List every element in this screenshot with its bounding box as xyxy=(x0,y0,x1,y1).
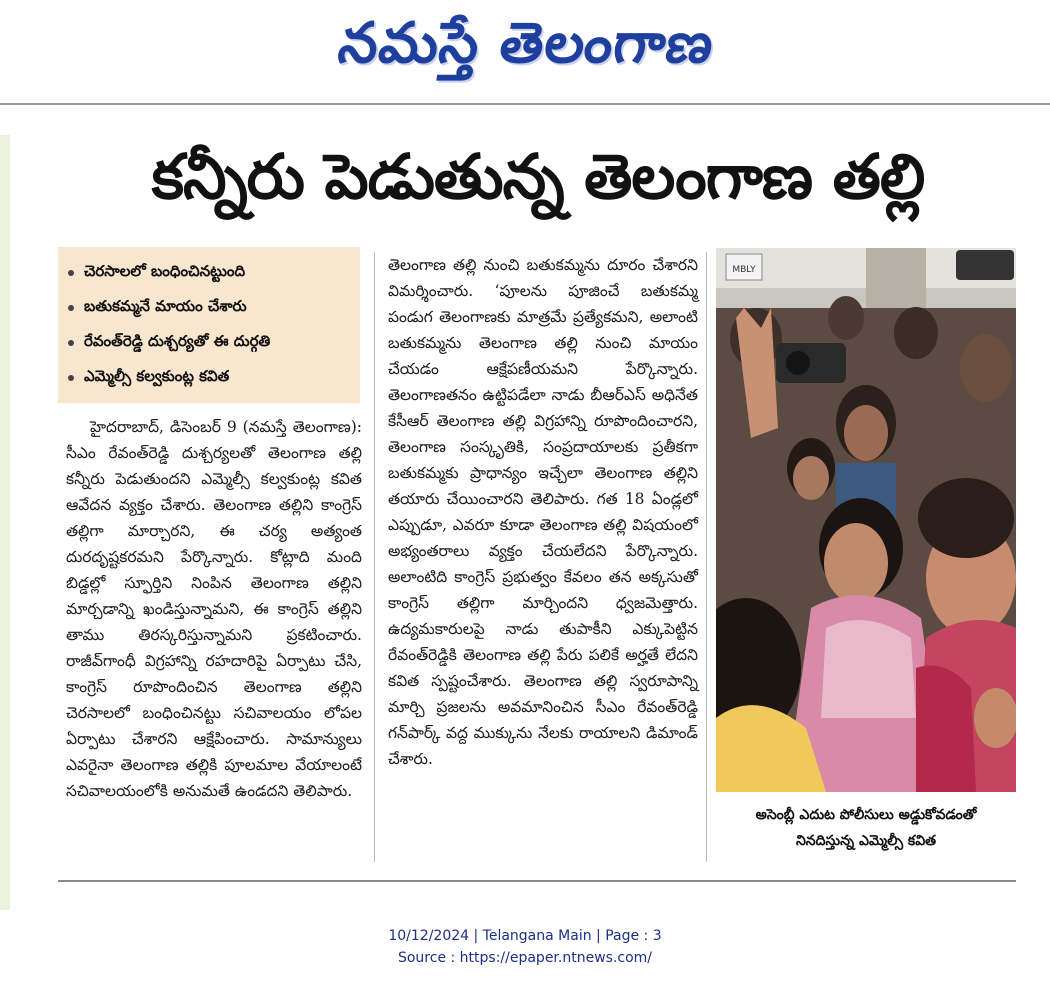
highlight-text: చెరసాలలో బంధించినట్టుంది xyxy=(84,261,246,280)
photo-caption xyxy=(716,802,1016,862)
highlight-item xyxy=(68,360,350,395)
bullet-icon xyxy=(68,375,74,381)
highlight-text: రేవంత్‌రెడ్డి దుశ్చర్యతో ఈ దుర్గతి xyxy=(84,331,271,350)
page-footer xyxy=(0,925,1050,969)
article-body-paragraph: తెలంగాణ తల్లి నుంచి బతుకమ్మను దూరం చేశారని విమర్శించారు. ‘పూలను పూజించే బతుకమ్మ పండుగ తెలంగాణకు మాత్రమే ప్రత్యేకమని, అలాంటి బతుకమ్మను తెలంగాణ తల్లి నుంచి మాయం చేయడం ఆక్షేపణీయమని పేర్కొన్నారు. తెలంగాణతనం ఉట్టిపడేలా నాడు బీఆర్‌ఎస్ అధినేత కేసీఆర్ తెలంగాణ తల్లి విగ్రహాన్ని రూపొందించారని, తెలంగాణ సంస్కృతికి, సంప్రదాయాలకు ప్రతీకగా బతుకమ్మకు ప్రాధాన్యం ఇచ్చేలా తెలంగాణ తల్లిని తయారు చేయించారని తెలిపారు. గత 18 ఏండ్లలో ఎప్పుడూ, ఎవరూ కూడా తెలంగాణ తల్లి విషయంలో అభ్యంతరాలు వ్యక్తం చేయలేదని పేర్కొన్నారు. అలాంటిది కాంగ్రెస్ ప్రభుత్వం కేవలం తన అక్కసుతో కాంగ్రెస్ తల్లిగా మార్చిందని ధ్వజమెత్తారు. ఉద్యమకారులపై నాడు తుపాకీని ఎక్కుపెట్టిన రేవంత్‌రెడ్డికి తెలంగాణ తల్లి పేరు పలికే అర్హతే లేదని కవిత స్పష్టంచేశారు. తెలంగాణ తల్లి స్వరూపాన్ని మార్చి ప్రజలను అవమానించిన సీఎం రేవంత్‌రెడ్డి గన్‌పార్క్ వద్ద ముక్కును నేలకు రాయాలని డిమాండ్ చేశారు. xyxy=(388,256,698,768)
bullet-icon xyxy=(68,305,74,311)
article-column-2 xyxy=(388,252,698,860)
highlights-box xyxy=(58,247,360,403)
page-edge-strip xyxy=(0,135,10,910)
masthead-divider xyxy=(0,103,1050,105)
masthead xyxy=(0,0,1050,100)
article-headline: కన్నీరు పెడుతున్న తెలంగాణ తల్లి xyxy=(151,140,925,213)
newspaper-logo: నమస్తే తెలంగాణ xyxy=(333,10,718,76)
photo-sign-text: MBLY xyxy=(732,265,756,275)
source-link[interactable]: Source : https://epaper.ntnews.com/ xyxy=(397,950,653,966)
highlight-item xyxy=(68,290,350,325)
highlight-text: ఎమ్మెల్సీ కల్వకుంట్ల కవిత xyxy=(84,366,230,385)
column-divider xyxy=(706,252,707,862)
article-bottom-rule xyxy=(58,880,1016,882)
bullet-icon xyxy=(68,340,74,346)
edition-info: 10/12/2024 | Telangana Main | Page : 3 xyxy=(388,928,662,944)
article-photo xyxy=(716,248,1016,792)
article-column-1 xyxy=(66,414,362,864)
highlight-text: బతుకమ్మనే మాయం చేశారు xyxy=(84,296,247,315)
caption-line: నినదిస్తున్న ఎమ్మెల్సీ కవిత xyxy=(795,833,937,849)
protest-photo-illustration xyxy=(716,248,1016,792)
column-divider xyxy=(374,252,375,862)
highlight-item xyxy=(68,255,350,290)
article-body-paragraph: హైదరాబాద్, డిసెంబర్ 9 (నమస్తే తెలంగాణ): సీఎం రేవంత్‌రెడ్డి దుశ్చర్యలతో తెలంగాణ తల్లి కన్నీరు పెడుతుందని ఎమ్మెల్సీ కల్వకుంట్ల కవిత ఆవేదన వ్యక్తం చేశారు. తెలంగాణ తల్లిని కాంగ్రెస్ తల్లిగా మార్చారని, ఈ చర్య అత్యంత దురదృష్టకరమని పేర్కొన్నారు. కోట్లాది మంది బిడ్డల్లో స్ఫూర్తిని నింపిన తెలంగాణ తల్లిని మార్చడాన్ని ఖండిస్తున్నామని, ఈ కాంగ్రెస్ తల్లిని తాము తిరస్కరిస్తున్నామని ప్రకటించారు. రాజీవ్‌గాంధీ విగ్రహాన్ని రహదారిపై ఏర్పాటు చేసి, కాంగ్రెస్ రూపొందించిన తెలంగాణ తల్లిని చెరసాలలో బంధించినట్టు సచివాలయం లోపల ఏర్పాటు చేశారని ఆక్షేపించారు. సామాన్యులు ఎవరైనా తెలంగాణ తల్లికి పూలమాల వేయాలంటే సచివాలయంలోకి అనుమతే ఉండదని తెలిపారు. xyxy=(66,418,362,800)
caption-line: అసెంబ్లీ ఎదుట పోలీసులు అడ్డుకోవడంతో xyxy=(755,807,977,823)
bullet-icon xyxy=(68,270,74,276)
highlight-item xyxy=(68,325,350,360)
